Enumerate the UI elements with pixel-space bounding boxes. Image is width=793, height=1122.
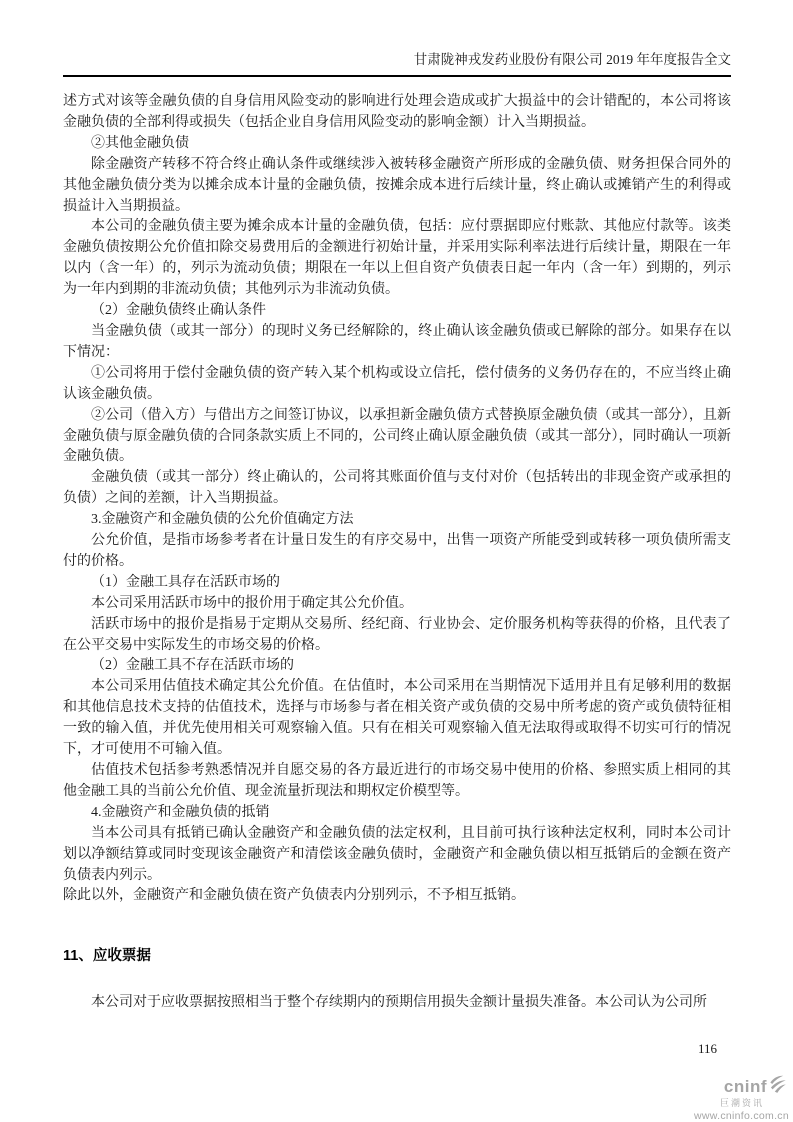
report-header-title: 甘肃陇神戎发药业股份有限公司 2019 年年度报告全文 — [413, 52, 731, 67]
paragraph: ①公司将用于偿付金融负债的资产转入某个机构或设立信托，偿付债务的义务仍存在的，不应当终止确认该金融负债。 — [63, 365, 731, 402]
paragraph: 估值技术包括参考熟悉情况并自愿交易的各方最近进行的市场交易中使用的价格、参照实质上相同的其他金融工具的当前公允价值、现金流量折现法和期权定价模型等。 — [63, 763, 731, 799]
paragraph: 4.金融资产和金融负债的抵销 — [91, 804, 270, 820]
paragraph: 述方式对该等金融负债的自身信用风险变动的影响进行处理会造成或扩大损益中的会计错配的，本公司将该金融负债的全部利得或损失（包括企业自身信用风险变动的影响金额）计入当期损益。 — [63, 94, 731, 130]
paragraph: ②公司（借入方）与借出方之间签订协议，以承担新金融负债方式替换原金融负债（或其一部分），且新金融负债与原金融负债的合同条款实质上不同的，公司终止确认原金融负债（或其一部分），同时确认一项新金融负债。 — [63, 407, 731, 465]
cninfo-url: www.cninfo.com.cn — [694, 1110, 789, 1122]
page-number: 116 — [697, 1041, 717, 1056]
paragraph: 公允价值，是指市场参考者在计量日发生的有序交易中，出售一项资产所能受到或转移一项负债所需支付的价格。 — [63, 533, 731, 569]
paragraph: （2）金融负债终止确认条件 — [91, 303, 266, 319]
paragraph: 当本公司具有抵销已确认金融资产和金融负债的法定权利，且目前可执行该种法定权利，同时本公司计划以净额结算或同时变现该金融资产和清偿该金融负债时，金融资产和金融负债以相互抵销后的金额在资产负债表内列示。 — [63, 825, 731, 883]
paragraph: 本公司对于应收票据按照相当于整个存续期内的预期信用损失金额计量损失准备。本公司认为公司所 — [91, 995, 707, 1011]
paragraph: （1）金融工具存在活跃市场的 — [91, 574, 280, 590]
paragraph: 本公司的金融负债主要为摊余成本计量的金融负债，包括：应付票据即应付账款、其他应付款等。该类金融负债按期公允价值扣除交易费用后的金额进行初始计量，并采用实际利率法进行后续计量，期限在一年以内（含一年）的，列示为流动负债；期限在一年以上但自资产负债表日起一年内（含一年）到期的，列示为一年内到期的非流动负债；其他列示为非流动负债。 — [63, 219, 731, 298]
paragraph: 本公司采用估值技术确定其公允价值。在估值时，本公司采用在当期情况下适用并且有足够利用的数据和其他信息技术支持的估值技术，选择与市场参与者在相关资产或负债的交易中所考虑的资产或负债特征相一致的输入值，并优先使用相关可观察输入值。只有在相关可观察输入值无法取得或取得不切实可行的情况下，才可使用不可输入值。 — [63, 679, 731, 758]
cninfo-swirl-icon — [768, 1074, 789, 1098]
paragraph: 当金融负债（或其一部分）的现时义务已经解除的，终止确认该金融负债或已解除的部分。如果存在以下情况： — [63, 323, 731, 360]
paragraph: 除金融资产转移不符合终止确认条件或继续涉入被转移金融资产所形成的金融负债、财务担保合同外的其他金融负债分类为以摊余成本计量的金融负债，按摊余成本进行后续计量，终止确认或摊销产生的利得或损益计入当期损益。 — [63, 156, 731, 214]
paragraph: ②其他金融负债 — [91, 135, 189, 151]
cninfo-logo-top — [694, 1074, 789, 1098]
cninfo-chinese-name: 巨潮资讯 — [719, 1098, 764, 1108]
body-paragraphs — [63, 92, 731, 907]
paragraph: （2）金融工具不存在活跃市场的 — [91, 658, 294, 674]
paragraph: 除此以外，金融资产和金融负债在资产负债表内分别列示，不予相互抵销。 — [63, 888, 525, 904]
cninfo-brand-text: cninf — [723, 1076, 767, 1096]
section-heading: 11、应收票据 — [63, 948, 151, 965]
report-header — [63, 52, 731, 77]
paragraph: 活跃市场中的报价是指易于定期从交易所、经纪商、行业协会、定价服务机构等获得的价格，且代表了在公平交易中实际发生的市场交易的价格。 — [63, 616, 731, 653]
cninfo-logo — [694, 1074, 789, 1122]
paragraph: 3.金融资产和金融负债的公允价值确定方法 — [91, 512, 354, 528]
paragraph: 金融负债（或其一部分）终止确认的，公司将其账面价值与支付对价（包括转出的非现金资产或承担的负债）之间的差额，计入当期损益。 — [63, 470, 731, 507]
paragraph: 本公司采用活跃市场中的报价用于确定其公允价值。 — [91, 595, 413, 611]
